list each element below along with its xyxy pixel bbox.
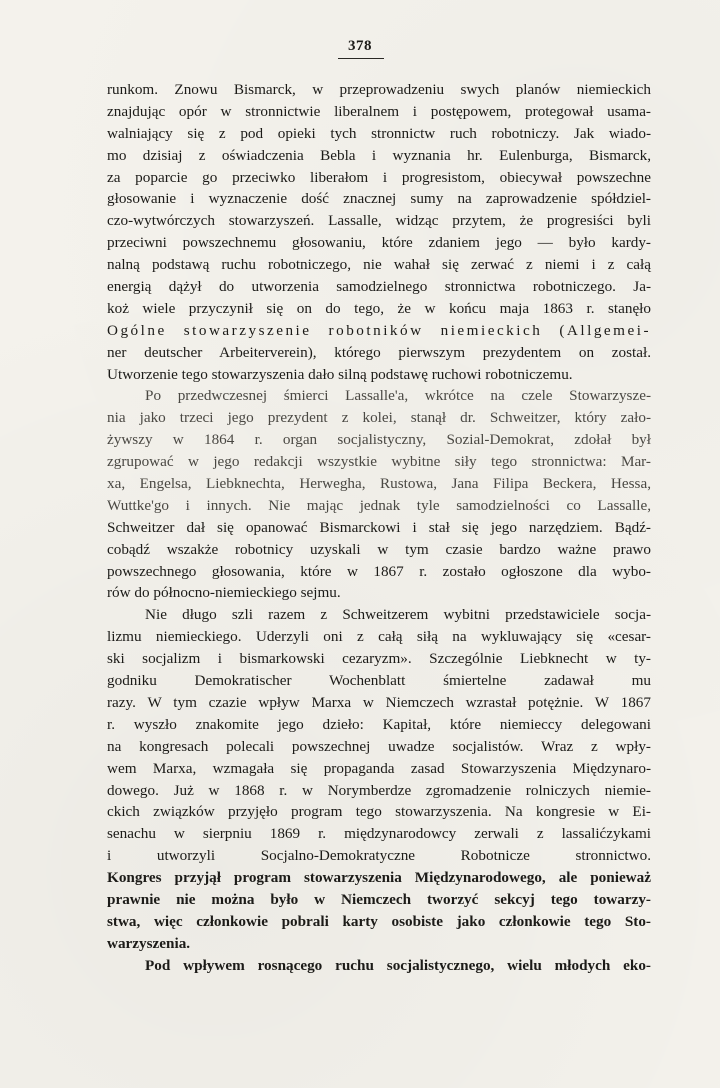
- text-line: koż wiele przyczynił się on do tego, że w końcu maja 1863 r. stanęło: [107, 299, 651, 317]
- text-line: cobądź wszakże robotnicy uzyskali w tym czasie bardzo ważne prawo: [107, 540, 651, 558]
- text-line: i utworzyli Socjalno-Demokratyczne Robotnicze stronnictwo.: [107, 847, 651, 865]
- text-line: xa, Engelsa, Liebknechta, Herwegha, Rustowa, Jana Filipa Beckera, Hessa,: [107, 475, 651, 493]
- text-line: rów do północno-niemieckiego sejmu.: [107, 584, 341, 602]
- text-line: r. wyszło znakomite jego dzieło: Kapitał, które niemieccy delegowani: [107, 715, 651, 733]
- text-line: czo-wytwórczych stowarzyszeń. Lassalle, widząc przytem, że progresiści byli: [107, 212, 651, 230]
- text-line: runkom. Znowu Bismarck, w przeprowadzeniu swych planów niemieckich: [107, 81, 651, 98]
- text-line: powszechnego głosowania, które w 1867 r. zostało ogłoszone dla wybo-: [107, 562, 651, 580]
- text-line: walniający się z pod opieki tych stronnictw ruch robotniczy. Jak wiado-: [107, 124, 651, 142]
- text-line: Schweitzer dał się opanować Bismarckowi i stał się jego narzędziem. Bądź-: [107, 518, 651, 536]
- text-line: na kongresach polecali powszechnej uwadze socjalistów. Wraz z wpły-: [107, 737, 651, 755]
- text-line: warzyszenia.: [107, 934, 191, 952]
- text-line: godniku Demokratischer Wochenblatt śmiertelne zadawał mu: [107, 672, 651, 690]
- text-line: razy. W tym czazie wpływ Marxa w Niemczech wzrastał potężnie. W 1867: [107, 693, 651, 711]
- text-line: przeciwni powszechnemu głosowaniu, które zdaniem jego — było kardy-: [107, 234, 651, 252]
- text-line: głosowanie i wyznaczenie dość znacznej sumy na zaprowadzenie spółdziel-: [107, 190, 651, 208]
- text-line: stwa, więc członkowie pobrali karty osobiste jako członkowie tego Sto-: [107, 912, 651, 930]
- text-line: Kongres przyjął program stowarzyszenia Międzynarodowego, ale ponieważ: [107, 869, 651, 887]
- text-line: znajdując opór w stronnictwie liberalnem i postępowem, protegował usama-: [107, 102, 651, 120]
- text-line: ckich związków przyjęło program tego stowarzyszenia. Na kongresie w Ei-: [107, 803, 651, 821]
- text-line: żywszy w 1864 r. organ socjalistyczny, Sozial-Demokrat, zdołał był: [107, 431, 651, 449]
- text-line: prawnie nie można było w Niemczech tworzyć sekcyj tego towarzy-: [107, 890, 651, 908]
- text-line: Wuttke'go i innych. Nie mając jednak tyle samodzielności co Lassalle,: [107, 496, 651, 514]
- text-line: energią dążył do utworzenia samodzielnego stronnictwa robotniczego. Ja-: [107, 278, 651, 296]
- text-line: Ogólne stowarzyszenie robotników niemieckich (Allgemei-: [107, 321, 651, 339]
- text-line: wem Marxa, wzmagała się propaganda zasad Stowarzyszenia Międzynaro-: [107, 759, 651, 777]
- paragraph-start-line: Po przedwczesnej śmierci Lassalle'a, wkrótce na czele Stowarzysze-: [145, 387, 651, 405]
- text-line: lizmu niemieckiego. Uderzyli oni z całą siłą na wykluwający się «cesar-: [107, 628, 651, 646]
- text-line: mo dzisiaj z oświadczenia Bebla i wyznania hr. Eulenburga, Bismarck,: [107, 146, 651, 164]
- body-text: [107, 79, 651, 977]
- paragraph-start-line: Nie długo szli razem z Schweitzerem wybitni przedstawiciele socja-: [145, 606, 651, 624]
- text-line: Utworzenie tego stowarzyszenia dało silną podstawę ruchowi robotniczemu.: [107, 365, 573, 383]
- text-line: ner deutscher Arbeiterverein), którego pierwszym prezydentem on został.: [107, 343, 651, 361]
- paragraph-start-line: Pod wpływem rosnącego ruchu socjalistycznego, wielu młodych eko-: [145, 956, 651, 974]
- text-line: nalną podstawą ruchu robotniczego, nie wahał się zerwać z niemi i z całą: [107, 256, 651, 274]
- text-line: za poparcie go przeciwko liberałom i progresistom, obiecywał powszechne: [107, 168, 651, 186]
- text-line: senachu w sierpniu 1869 r. międzynarodowcy zerwali z lassalićzykami: [107, 825, 651, 843]
- text-line: ski socjalizm i bismarkowski cezaryzm». Szczególnie Liebknecht w ty-: [107, 650, 651, 668]
- text-line: nia jako trzeci jego prezydent z kolei, stanął dr. Schweitzer, który zało-: [107, 409, 651, 427]
- page-number-rule: [338, 58, 384, 59]
- text-line: dowego. Już w 1868 r. w Norymberdze zgromadzenie rolniczych niemie-: [107, 781, 651, 799]
- text-line: zgrupować w jego redakcji wszystkie wybitne siły tego stronnictwa: Mar-: [107, 453, 651, 471]
- page-number: 378: [348, 38, 372, 54]
